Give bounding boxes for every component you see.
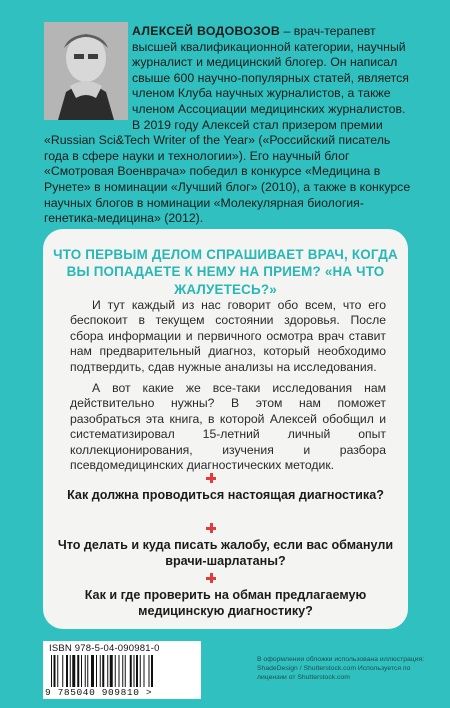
description-panel (43, 229, 408, 629)
question-3: Как и где проверить на обман предлагаемую медицинскую диагностику? (84, 588, 367, 618)
panel-headline (43, 246, 408, 298)
description-body (70, 298, 386, 479)
medical-cross-icon (206, 473, 216, 483)
author-bio (44, 24, 416, 227)
question-1: Как должна проводиться настоящая диагностика? (67, 488, 384, 502)
medical-cross-icon (206, 573, 216, 583)
image-credits: В оформлении обложки использована иллюстрация: ShadeDesign / Shutterstock.com Используется по лицензии от Shutterstock.com (257, 656, 425, 681)
barcode-bars (51, 655, 195, 687)
description-paragraph-2: А вот какие же все-таки исследования нам действительно нужны? В этом нам поможет разобраться эта книга, в которой Алексей обобщил и систематизировал 15-летний личный опыт коллекционирования, изучения и разбора псевдомедицинских диагностических методик. (70, 381, 386, 473)
barcode (43, 641, 201, 699)
barcode-digits: 9 785040 909810 > (45, 687, 153, 698)
author-name: АЛЕКСЕЙ ВОДОВОЗОВ (132, 24, 281, 38)
author-bio-text: – врач-терапевт высшей квалификационной категории, научный журналист и медицинский блогер. Он написал свыше 600 научно-популярных статей, является членом Клуба научных журналистов, а также членом Ассоциации медицинских журналистов. В 2019 году Алексей стал призером премии «Russian Sci&Tech Writer of the Year» («Российский писатель года в сфере науки и технологии»). Его научный блог «Смотровая Военврача» победил в конкурсе «Медицина в Рунете» в номинации «Лучший блог» (2010), а также в конкурсе научных блогов в номинации «Молекулярная биология-генетика-медицина» (2012). (44, 24, 411, 226)
description-paragraph-1: И тут каждый из нас говорит обо всем, что его беспокоит в текущем состоянии здоровья. После сбора информации и первичного осмотра врач ставит нам предварительный диагноз, который необходимо подтвердить, сдав нужные анализы на исследования. (70, 298, 386, 374)
isbn-label: ISBN 978-5-04-090981-0 (49, 643, 160, 654)
medical-cross-icon (206, 523, 216, 533)
headline-text: ЧТО ПЕРВЫМ ДЕЛОМ СПРАШИВАЕТ ВРАЧ, КОГДА ВЫ ПОПАДАЕТЕ К НЕМУ НА ПРИЕМ? «НА ЧТО ЖАЛУЕТЕСЬ?» (53, 247, 398, 297)
question-2: Что делать и куда писать жалобу, если вас обманули врачи-шарлатаны? (57, 538, 394, 568)
